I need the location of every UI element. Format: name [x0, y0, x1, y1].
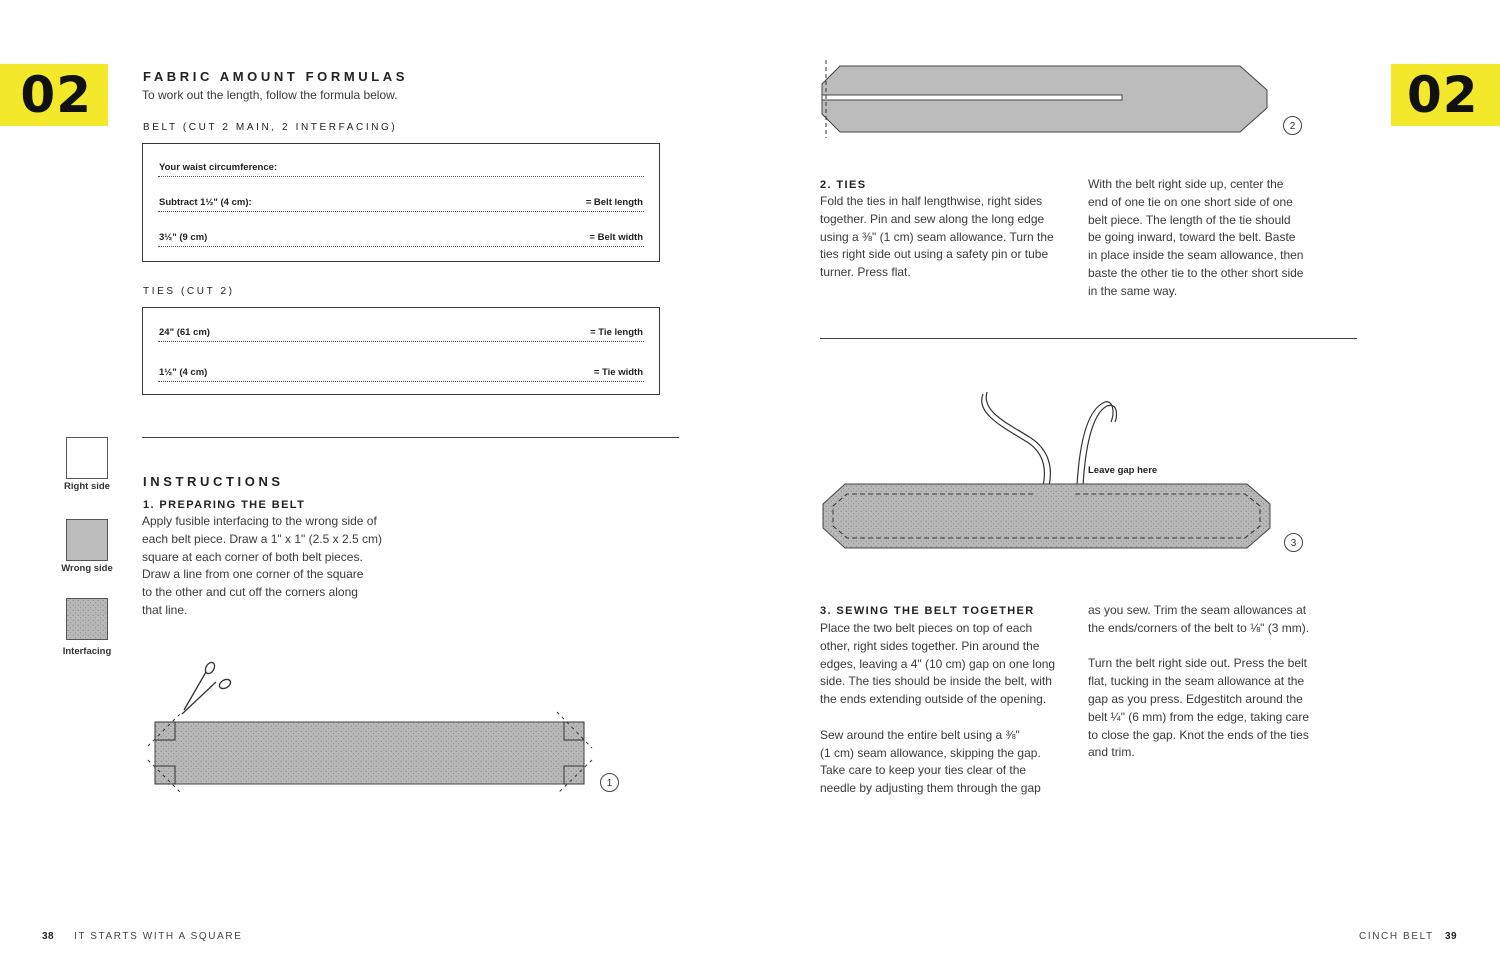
instructions-heading: INSTRUCTIONS: [143, 474, 284, 489]
text-line: other, right sides together. Pin around the: [820, 638, 1040, 653]
formula-row: [158, 228, 644, 247]
formula-row: [158, 193, 644, 212]
figure-1-number-badge: [599, 772, 621, 794]
section-divider: [142, 437, 679, 438]
text-line: to the other and cut off the corners along: [142, 585, 358, 600]
text-line: together. Pin and sew along the long edge: [820, 211, 1045, 226]
step2-text-col2: [1088, 176, 1348, 301]
step3-text-col1: [820, 620, 1080, 798]
figure-number: 2: [1289, 121, 1296, 132]
belt-heading: BELT (CUT 2 MAIN, 2 INTERFACING): [143, 122, 398, 133]
wrong-side-label: Wrong side: [61, 563, 113, 574]
text-line: flat, tucking in the seam allowance at the: [1088, 674, 1305, 689]
text-line: that line.: [142, 602, 188, 617]
formula-label: 3½" (9 cm): [159, 232, 208, 243]
formula-row: [158, 363, 644, 382]
right-side-swatch: [66, 437, 108, 479]
figure-3-sewn-belt-illustration: [815, 390, 1285, 560]
interfacing-label: Interfacing: [62, 646, 112, 657]
figure-2-number-badge: [1282, 115, 1304, 137]
formulas-intro: To work out the length, follow the formula below.: [142, 88, 398, 102]
text-line: as you sew. Trim the seam allowances at: [1088, 603, 1307, 617]
formula-label: Subtract 1½" (4 cm):: [159, 197, 252, 208]
figure-3-number-badge: [1283, 532, 1305, 554]
text-line: Place the two belt pieces on top of each: [820, 621, 1033, 635]
formula-label: 1½" (4 cm): [159, 367, 208, 378]
formula-row: [158, 158, 644, 177]
formula-label: Your waist circumference:: [159, 162, 278, 173]
formula-result: = Belt length: [585, 197, 643, 208]
text-line: and trim.: [1088, 745, 1135, 760]
formula-result: = Belt width: [589, 232, 643, 243]
text-line: side. The ties should be inside the belt, with: [820, 674, 1052, 689]
running-title-right: CINCH BELT: [1359, 931, 1434, 942]
text-line: belt piece. The length of the tie should: [1088, 212, 1291, 227]
text-line: edges, leaving a 4" (10 cm) gap on one long: [820, 656, 1056, 671]
paragraph-gap: [1088, 638, 1348, 656]
chapter-number: 02: [1407, 66, 1479, 124]
formula-row: [158, 323, 644, 342]
ties-formula-box: [142, 307, 660, 395]
text-line: Turn the belt right side out. Press the belt: [1088, 656, 1308, 671]
scissors-icon: [182, 661, 232, 714]
section-divider: [820, 338, 1357, 339]
text-line: gap as you press. Edgestitch around the: [1088, 691, 1303, 706]
text-line: Fold the ties in half lengthwise, right sides: [820, 194, 1043, 208]
text-line: Sew around the entire belt using a ⅜": [820, 727, 1020, 742]
text-line: turner. Press flat.: [820, 265, 911, 280]
formula-result: = Tie width: [593, 367, 643, 378]
page-number-left: 38: [42, 931, 55, 942]
text-line: the ends extending outside of the opening.: [820, 692, 1047, 707]
step1-text: [142, 513, 412, 620]
chapter-tab-left: [0, 64, 108, 126]
formula-result: = Tie length: [590, 327, 643, 338]
text-line: end of one tie on one short side of one: [1088, 194, 1293, 209]
text-line: belt ¼" (6 mm) from the edge, taking care: [1088, 709, 1310, 724]
wrong-side-swatch: [66, 519, 108, 561]
text-line: (1 cm) seam allowance, skipping the gap.: [820, 745, 1041, 760]
step3-title: 3. SEWING THE BELT TOGETHER: [820, 605, 1035, 617]
step2-title: 2. TIES: [820, 179, 867, 191]
step2-text-col1: [820, 193, 1080, 282]
step1-title: 1. PREPARING THE BELT: [143, 499, 306, 511]
figure-2-tie-illustration: [810, 58, 1280, 148]
step3-text-col2: [1088, 602, 1348, 762]
text-line: to close the gap. Knot the ends of the ties: [1088, 727, 1309, 742]
running-title-left: IT STARTS WITH A SQUARE: [74, 931, 243, 942]
text-line: Apply fusible interfacing to the wrong side of: [142, 514, 377, 528]
formula-label: 24" (61 cm): [159, 327, 210, 338]
figure-number: 3: [1290, 538, 1297, 549]
figure-number: 1: [606, 778, 613, 789]
text-line: each belt piece. Draw a 1" x 1" (2.5 x 2.5 cm): [142, 531, 382, 546]
chapter-number: 02: [20, 66, 92, 124]
paragraph-gap: [820, 709, 1080, 727]
interfacing-swatch: [66, 598, 108, 640]
gap-label: Leave gap here: [1088, 465, 1158, 476]
text-line: square at each corner of both belt pieces.: [142, 549, 363, 564]
belt-formula-box: [142, 143, 660, 262]
text-line: be going inward, toward the belt. Baste: [1088, 230, 1296, 245]
text-line: the ends/corners of the belt to ⅛" (3 mm).: [1088, 620, 1310, 635]
right-side-label: Right side: [64, 481, 110, 492]
figure-1-belt-illustration: [140, 660, 620, 810]
text-line: ties right side out using a safety pin or tube: [820, 247, 1049, 262]
text-line: Draw a line from one corner of the square: [142, 567, 364, 582]
text-line: in place inside the seam allowance, then: [1088, 248, 1304, 263]
chapter-tab-right: [1391, 64, 1500, 126]
ties-heading: TIES (CUT 2): [143, 286, 235, 297]
text-line: baste the other tie to the other short side: [1088, 265, 1304, 280]
formulas-heading: FABRIC AMOUNT FORMULAS: [143, 69, 409, 84]
text-line: needle by adjusting them through the gap: [820, 781, 1041, 796]
page-number-right: 39: [1445, 931, 1458, 942]
text-line: in the same way.: [1088, 283, 1178, 298]
text-line: using a ⅜" (1 cm) seam allowance. Turn the: [820, 229, 1054, 244]
text-line: With the belt right side up, center the: [1088, 177, 1284, 191]
text-line: Take care to keep your ties clear of the: [820, 763, 1027, 778]
